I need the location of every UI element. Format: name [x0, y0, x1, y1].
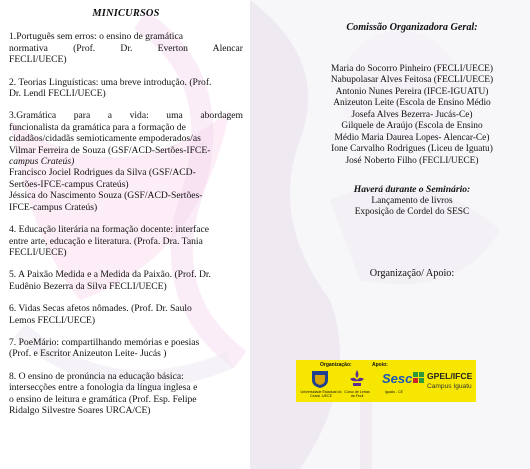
course-line: normativa (Prof. Dr. Everton Alencar	[9, 42, 243, 54]
course-line: Ridalgo Silvestre Soares URCA/CE)	[9, 404, 151, 416]
committee-member: Anizeuton Leite (Escola de Ensino Médio	[333, 98, 491, 108]
course-line: Dr. Lendl FECLI/UECE)	[9, 88, 106, 100]
gpel-subtitle: Campus Iguatu	[427, 383, 472, 390]
gpel-logo-icon	[413, 372, 425, 386]
gpel-logo-text: GPEL/IFCE	[427, 371, 473, 381]
course-item-3	[9, 110, 243, 213]
committee-member: Josefa Alves Bezerra- Jucás-Ce)	[351, 109, 473, 120]
fecli-caption: Curso de Letras da Fecli	[344, 390, 370, 398]
course-line: o ensino de leitura e gramática (Prof. Esp. Felipe	[9, 393, 197, 405]
uece-caption: Universidade Estadual do Ceará -UECE	[300, 390, 342, 398]
fecli-logo-icon	[349, 369, 365, 389]
course-line: 1.Português sem erros: o ensino de gramática	[9, 31, 183, 43]
course-line: Vilmar Ferreira de Souza (GSF/ACD-Sertões-IFCE-	[9, 144, 211, 156]
course-line: 7. PoeMário: compartilhando memórias e poesias	[9, 336, 200, 348]
committee-members	[296, 64, 528, 168]
committee-member: Ione Carvalho Rodrigues (Liceu de Iguatu)	[331, 144, 493, 154]
minicursos-heading: MINICURSOS	[92, 8, 160, 19]
course-item-2	[9, 77, 243, 100]
committee-member: Antonio Nunes Pereira (IFCE-IGUATU)	[335, 86, 489, 97]
course-item-5	[9, 269, 243, 292]
course-line: (Prof. e Escritor Anizeuton Leite- Jucás )	[9, 348, 167, 360]
uece-logo-icon	[310, 369, 330, 389]
course-line: Jéssica do Nascimento Souza (GSF/ACD-Sertões-	[9, 190, 203, 202]
course-line: 6. Vidas Secas afetos nômades. (Prof. Dr. Saulo	[9, 303, 192, 315]
minicursos-column	[9, 8, 243, 427]
course-line: FECLI/UECE)	[9, 54, 67, 66]
course-line: IFCE-campus Crateús)	[9, 201, 98, 213]
course-line: 4. Educação literária na formação docente: interface	[9, 224, 210, 236]
course-line: 5. A Paixão Medida e a Medida da Paixão. (Prof. Dr.	[9, 269, 211, 281]
organization-label: Organização/ Apoio:	[369, 267, 455, 279]
course-line: 8. O ensino de pronúncia na educação básica:	[9, 370, 184, 382]
course-line: Lemos FECLI/UECE)	[9, 314, 96, 326]
course-line: entre arte, educação e literatura. (Profa. Dra. Tania	[9, 235, 203, 247]
committee-column	[296, 22, 528, 279]
course-item-1	[9, 31, 243, 65]
course-line: 3.Gramática para a vida: uma abordagem	[9, 110, 243, 122]
committee-member: Nabupolasar Alves Feitosa (FECLI/UECE)	[330, 75, 494, 85]
course-item-7	[9, 337, 243, 360]
sesc-logo-text: Sesc	[382, 371, 413, 386]
event-line-books: Lançamento de livros	[371, 195, 453, 206]
course-item-6	[9, 303, 243, 326]
course-line: Francisco Jociel Rodrigues da Silva (GSF/ACD-	[9, 167, 196, 179]
course-item-8	[9, 371, 243, 417]
committee-member: Maria do Socorro Pinheiro (FECLI/UECE)	[331, 63, 493, 74]
course-line: Sertões-IFCE-campus Crateús)	[9, 178, 129, 190]
course-line: Eudênio Bezerra da Silva FECLI/UECE)	[9, 280, 167, 292]
course-line: cidadãos/cidadãs semioticamente empoderados/as	[9, 133, 201, 145]
event-title: Haverá durante o Seminário:	[353, 184, 471, 195]
organizacao-label: Organização:	[320, 362, 352, 368]
committee-member: José Noberto Filho (FECLI/UECE)	[345, 155, 479, 166]
event-line-cordel: Exposição de Cordel do SESC	[354, 207, 470, 217]
apoio-label: Apoio:	[372, 362, 388, 368]
course-item-4	[9, 224, 243, 258]
course-line: intersecções entre a fonologia da língua inglesa e	[9, 382, 198, 394]
committee-member: Gilquele de Araújo (Escola de Ensino	[341, 121, 483, 131]
committee-member: Médio Maria Daurea Lopes- Alencar-Ce)	[334, 132, 490, 143]
course-line: campus Crateús)	[9, 156, 75, 168]
course-line: 2. Teorias Linguísticas: uma breve introdução. (Prof.	[9, 76, 212, 88]
course-line: FECLI/UECE)	[9, 246, 67, 258]
sesc-caption: Iguatu - CE	[384, 390, 404, 394]
committee-title: Comissão Organizadora Geral:	[346, 22, 478, 33]
sponsor-logos-band	[296, 360, 476, 402]
course-line: funcionalista da gramática para a formação de	[9, 121, 186, 133]
